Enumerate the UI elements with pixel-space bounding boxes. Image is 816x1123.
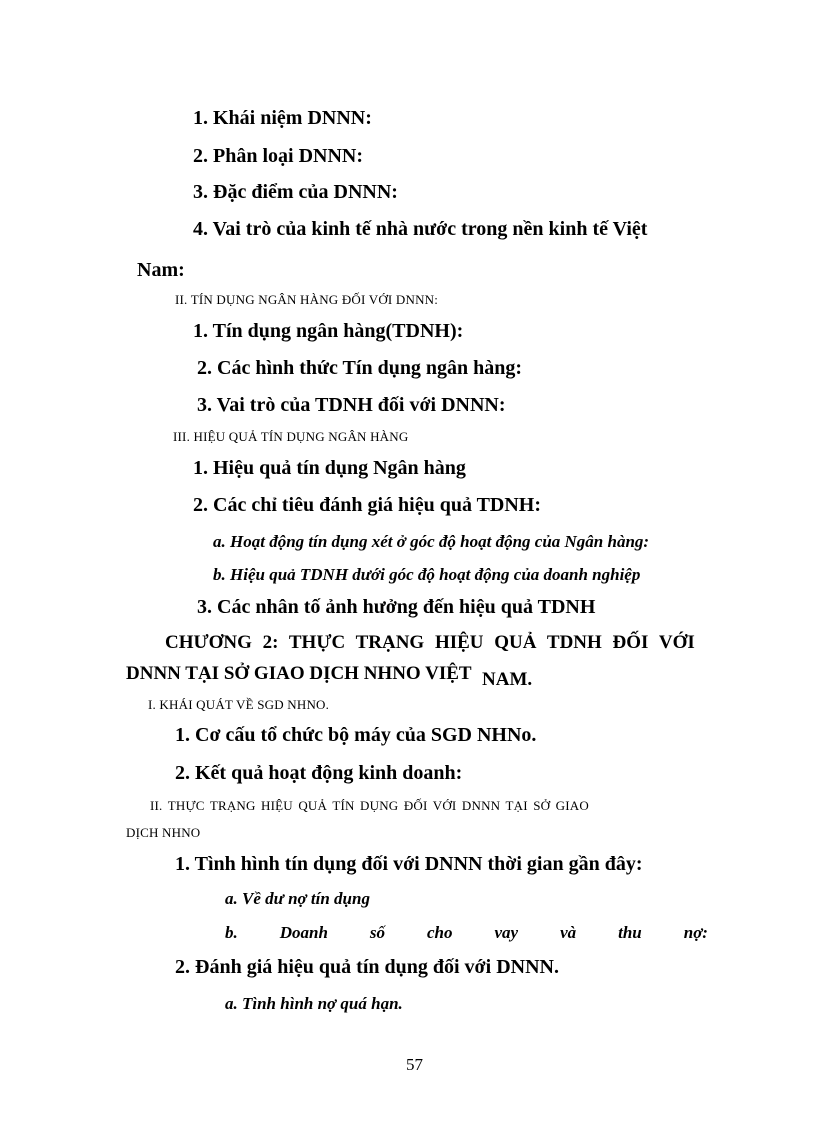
subheading-a-du-no: a. Về dư nợ tín dụng	[225, 889, 370, 908]
heading-vai-tro-tdnh: 3. Vai trò của TDNH đối với DNNN:	[197, 394, 506, 416]
chapter-2-title-line-2	[126, 663, 533, 690]
heading-chi-tieu: 2. Các chỉ tiêu đánh giá hiệu quả TDNH:	[193, 494, 542, 516]
heading-hieu-qua: 1. Hiệu quả tín dụng Ngân hàng	[193, 457, 466, 479]
section-i-title: I. KHÁI QUÁT VỀ SGD NHNO.	[148, 697, 330, 712]
word: nợ:	[683, 923, 708, 942]
heading-hinh-thuc: 2. Các hình thức Tín dụng ngân hàng:	[197, 357, 523, 379]
heading-nhan-to: 3. Các nhân tố ảnh hưởng đến hiệu quả TDNH	[197, 596, 596, 618]
heading-ket-qua: 2. Kết quả hoạt động kinh doanh:	[175, 762, 463, 784]
word: vay	[494, 923, 519, 942]
chapter-2-title-text: CHƯƠNG 2: THỰC TRẠNG HIỆU QUẢ TDNH ĐỐI VỚI	[165, 632, 695, 653]
heading-tinh-hinh: 1. Tình hình tín dụng đối với DNNN thời gian gần đây:	[175, 853, 643, 875]
subheading-b-doanh-so	[225, 923, 708, 943]
section-ii-thuc-trang-line-2: DỊCH NHNO	[126, 825, 201, 840]
section-iii-title: III. HIỆU QUẢ TÍN DỤNG NGÂN HÀNG	[173, 429, 409, 444]
word: Doanh	[279, 923, 328, 942]
heading-4-continued: Nam:	[137, 259, 185, 281]
word: số	[369, 923, 386, 942]
chapter-2-title-line-1	[165, 632, 707, 654]
heading-4-vai-tro: 4. Vai trò của kinh tế nhà nước trong nền kinh tế Việt	[193, 218, 648, 240]
subheading-a-hoat-dong: a. Hoạt động tín dụng xét ở góc độ hoạt động của Ngân hàng:	[213, 532, 650, 551]
subheading-a-no-qua-han: a. Tình hình nợ quá hạn.	[225, 994, 403, 1013]
heading-2-phan-loai: 2. Phân loại DNNN:	[193, 145, 364, 167]
word: và	[560, 923, 577, 942]
heading-tin-dung-ngan-hang: 1. Tín dụng ngân hàng(TDNH):	[193, 320, 464, 342]
heading-3-dac-diem: 3. Đặc điểm của DNNN:	[193, 181, 398, 203]
chapter-2-title-text-2: DNNN TẠI SỞ GIAO DỊCH NHNO VIỆT	[126, 663, 472, 684]
heading-co-cau: 1. Cơ cấu tổ chức bộ máy của SGD NHNo.	[175, 724, 537, 746]
section-ii-thuc-trang-line-1: II. THỰC TRẠNG HIỆU QUẢ TÍN DỤNG ĐỐI VỚI DNNN TẠI SỞ GIAO	[150, 798, 589, 813]
heading-1-khai-niem: 1. Khái niệm DNNN:	[193, 107, 372, 129]
section-ii-title: II. TÍN DỤNG NGÂN HÀNG ĐỐI VỚI DNNN:	[175, 292, 439, 307]
page-number: 57	[406, 1055, 423, 1074]
subheading-b-hieu-qua: b. Hiệu quả TDNH dưới góc độ hoạt động của doanh nghiệp	[213, 565, 641, 584]
word: thu	[618, 923, 642, 942]
chapter-2-title-suffix: NAM.	[482, 669, 533, 690]
heading-danh-gia: 2. Đánh giá hiệu quả tín dụng đối với DNNN.	[175, 956, 559, 978]
word: b.	[225, 923, 238, 942]
word: cho	[427, 923, 453, 942]
